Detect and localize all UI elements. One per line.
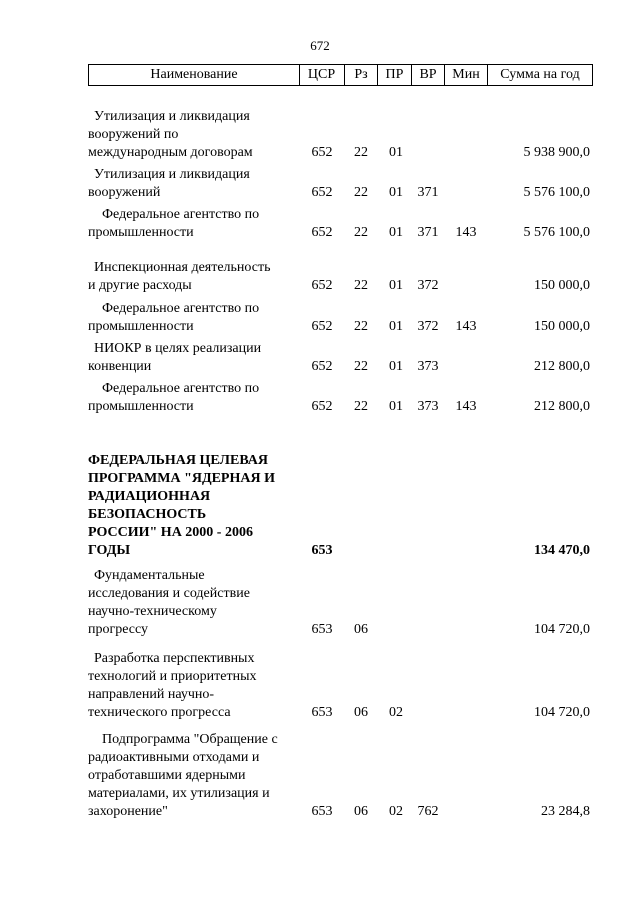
row-name-line: и другие расходы: [88, 278, 192, 293]
row-name-line: конвенции: [88, 359, 152, 374]
cell-sum: 5 938 900,0: [523, 145, 590, 160]
row-name: [88, 300, 298, 336]
cell-rz: 22: [354, 399, 368, 414]
cell-csr: 652: [311, 319, 333, 334]
cell-pr: 01: [389, 185, 403, 200]
column-header-sum: Сумма на год: [488, 64, 593, 86]
table-row: [0, 300, 640, 336]
cell-vr: 371: [417, 225, 439, 240]
cell-min: 143: [455, 399, 477, 414]
table-row: [0, 340, 640, 376]
row-name: [88, 340, 298, 376]
cell-sum: 150 000,0: [534, 278, 590, 293]
table-row: [0, 166, 640, 202]
cell-csr: 652: [311, 359, 333, 374]
cell-min: 143: [455, 225, 477, 240]
cell-vr: 372: [417, 319, 439, 334]
table-row: [0, 108, 640, 162]
cell-sum: 104 720,0: [534, 622, 590, 637]
cell-sum: 212 800,0: [534, 399, 590, 414]
column-header-name: Наименование: [88, 64, 300, 86]
cell-rz: 22: [354, 278, 368, 293]
table-row: [0, 452, 640, 560]
row-name: [88, 166, 298, 202]
cell-csr: 652: [311, 225, 333, 240]
row-name: [88, 259, 298, 295]
row-name-line: вооружений по: [88, 127, 179, 142]
cell-rz: 06: [354, 804, 368, 819]
row-name-line: ПРОГРАММА "ЯДЕРНАЯ И: [88, 471, 275, 486]
row-name-line: Утилизация и ликвидация: [94, 167, 250, 182]
cell-sum: 104 720,0: [534, 705, 590, 720]
cell-pr: 01: [389, 359, 403, 374]
column-header-vr: ВР: [412, 64, 445, 86]
cell-vr: 762: [417, 804, 439, 819]
cell-sum: 150 000,0: [534, 319, 590, 334]
cell-rz: 22: [354, 359, 368, 374]
row-name-line: вооружений: [88, 185, 161, 200]
cell-rz: 22: [354, 225, 368, 240]
cell-sum: 134 470,0: [534, 543, 590, 558]
column-header-csr: ЦСР: [299, 64, 345, 86]
row-name-line: технического прогресса: [88, 705, 231, 720]
cell-pr: 01: [389, 145, 403, 160]
cell-pr: 02: [389, 804, 403, 819]
cell-min: 143: [455, 319, 477, 334]
cell-csr: 652: [311, 278, 333, 293]
row-name-line: промышленности: [88, 225, 194, 240]
row-name-line: материалами, их утилизация и: [88, 786, 270, 801]
row-name-line: ФЕДЕРАЛЬНАЯ ЦЕЛЕВАЯ: [88, 453, 268, 468]
cell-pr: 01: [389, 278, 403, 293]
row-name: [88, 452, 298, 560]
table-row: [0, 567, 640, 639]
row-name-line: Утилизация и ликвидация: [94, 109, 250, 124]
table-row: [0, 731, 640, 821]
row-name-line: исследования и содействие: [88, 586, 250, 601]
cell-rz: 22: [354, 185, 368, 200]
column-header-rz: Рз: [345, 64, 378, 86]
row-name-line: захоронение": [88, 804, 168, 819]
table-row: [0, 206, 640, 242]
row-name-line: научно-техническому: [88, 604, 217, 619]
cell-pr: 01: [389, 399, 403, 414]
row-name-line: НИОКР в целях реализации: [94, 341, 262, 356]
cell-vr: 373: [417, 399, 439, 414]
row-name-line: Федеральное агентство по: [102, 381, 260, 396]
row-name-line: Подпрограмма "Обращение с: [102, 732, 278, 747]
cell-vr: 373: [417, 359, 439, 374]
row-name-line: Федеральное агентство по: [102, 207, 260, 222]
table-row: [0, 380, 640, 416]
cell-pr: 02: [389, 705, 403, 720]
cell-rz: 06: [354, 705, 368, 720]
cell-csr: 653: [311, 804, 333, 819]
cell-csr: 653: [311, 543, 333, 558]
cell-vr: 371: [417, 185, 439, 200]
cell-rz: 22: [354, 319, 368, 334]
cell-pr: 01: [389, 225, 403, 240]
row-name-line: Разработка перспективных: [94, 651, 255, 666]
cell-csr: 653: [311, 622, 333, 637]
row-name-line: промышленности: [88, 399, 194, 414]
row-name-line: Инспекционная деятельность: [94, 260, 271, 275]
row-name-line: РОССИИ" НА 2000 - 2006: [88, 525, 253, 540]
row-name: [88, 206, 298, 242]
row-name: [88, 567, 298, 639]
row-name-line: РАДИАЦИОННАЯ: [88, 489, 211, 504]
row-name: [88, 650, 298, 722]
cell-rz: 22: [354, 145, 368, 160]
table-row: [0, 259, 640, 295]
row-name-line: прогрессу: [88, 622, 149, 637]
column-header-pr: ПР: [378, 64, 412, 86]
row-name-line: радиоактивными отходами и: [88, 750, 260, 765]
row-name-line: БЕЗОПАСНОСТЬ: [88, 507, 207, 522]
row-name: [88, 731, 298, 821]
page-number: 672: [310, 38, 330, 53]
cell-csr: 652: [311, 145, 333, 160]
cell-pr: 01: [389, 319, 403, 334]
row-name-line: технологий и приоритетных: [88, 669, 257, 684]
cell-rz: 06: [354, 622, 368, 637]
cell-sum: 5 576 100,0: [523, 225, 590, 240]
row-name-line: Федеральное агентство по: [102, 301, 260, 316]
cell-csr: 652: [311, 399, 333, 414]
row-name-line: ГОДЫ: [88, 543, 131, 558]
cell-sum: 23 284,8: [541, 804, 590, 819]
cell-csr: 653: [311, 705, 333, 720]
cell-csr: 652: [311, 185, 333, 200]
table-row: [0, 650, 640, 722]
cell-sum: 5 576 100,0: [523, 185, 590, 200]
row-name-line: направлений научно-: [88, 687, 215, 702]
cell-sum: 212 800,0: [534, 359, 590, 374]
row-name-line: международным договорам: [88, 145, 253, 160]
row-name-line: отработавшими ядерными: [88, 768, 246, 783]
column-header-min: Мин: [445, 64, 488, 86]
row-name-line: промышленности: [88, 319, 194, 334]
cell-vr: 372: [417, 278, 439, 293]
row-name: [88, 108, 298, 162]
row-name-line: Фундаментальные: [94, 568, 205, 583]
row-name: [88, 380, 298, 416]
